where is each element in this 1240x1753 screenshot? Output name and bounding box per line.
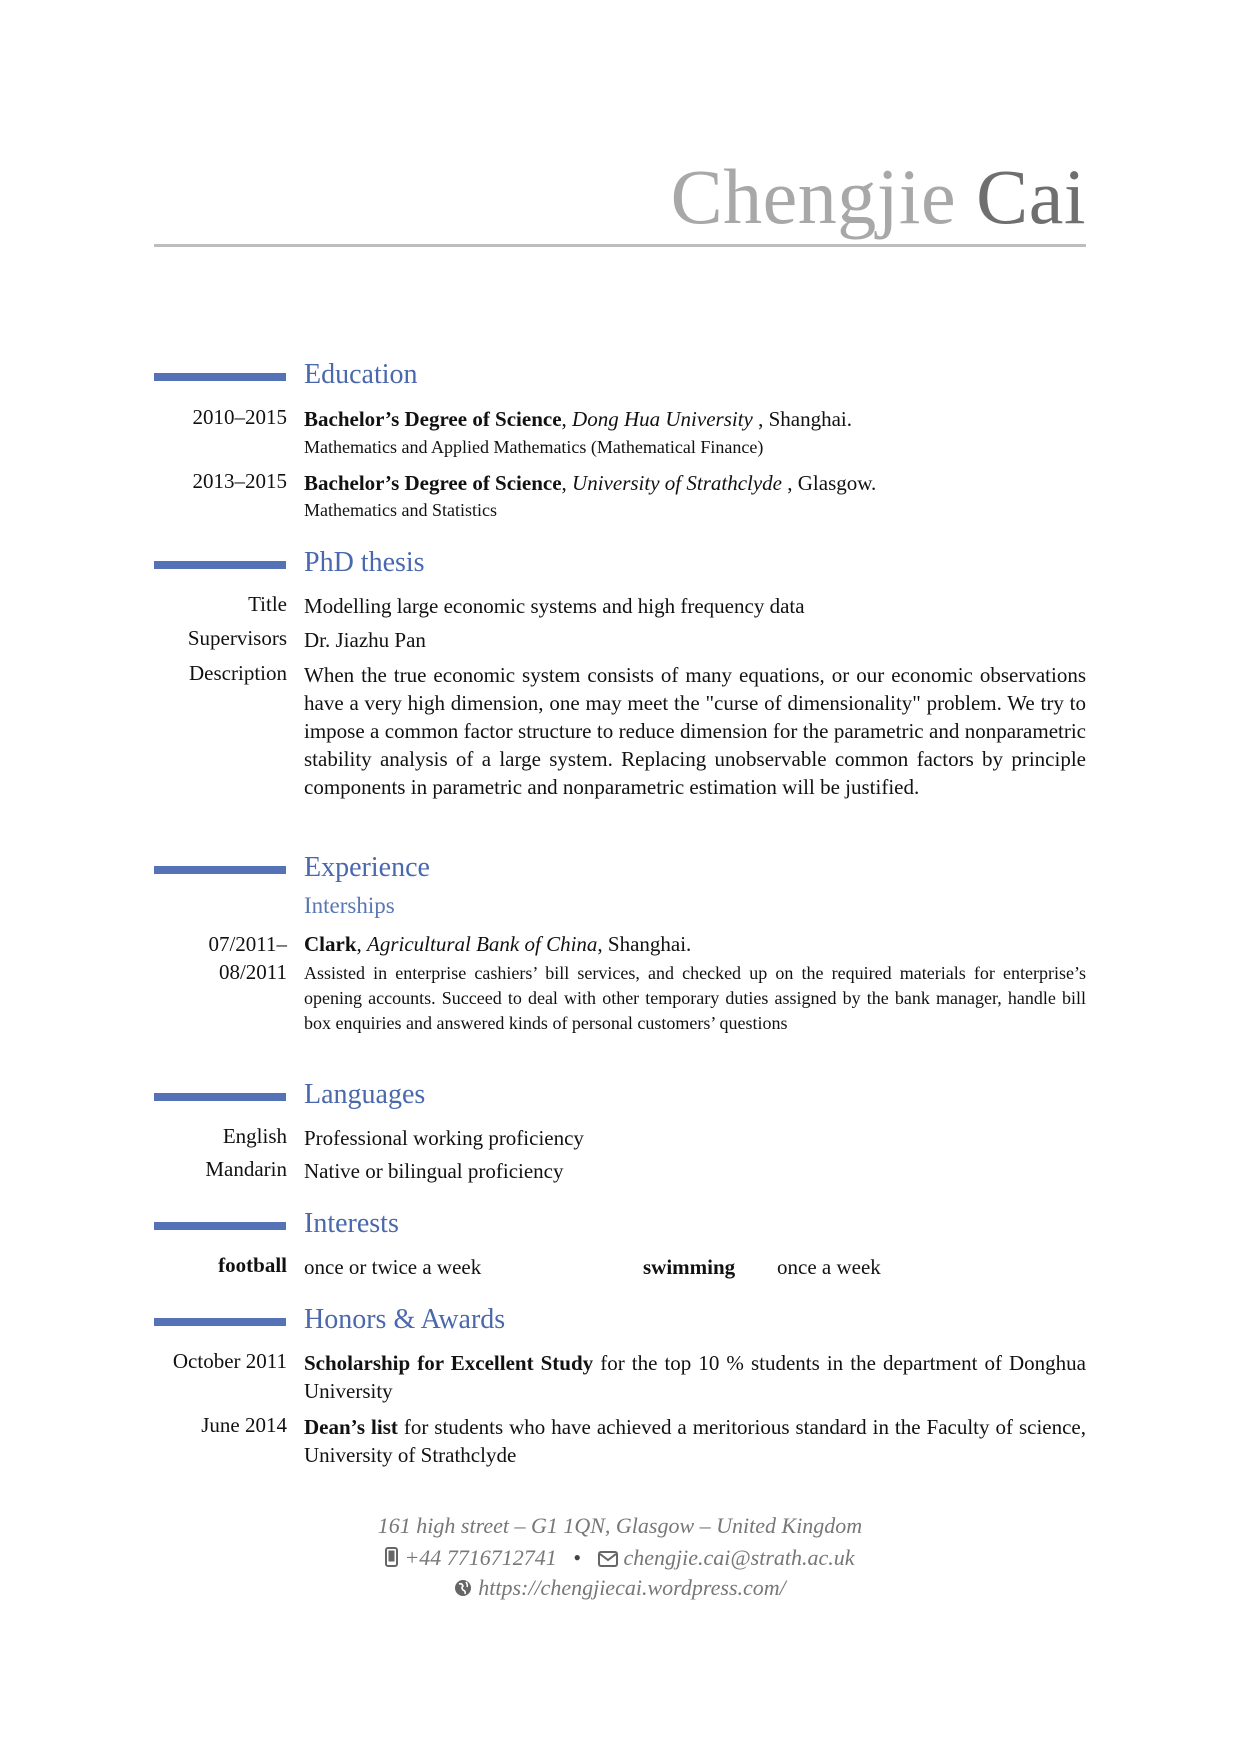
- thesis-description-label: Description: [189, 661, 287, 685]
- education-detail: Mathematics and Applied Mathematics (Mathematical Finance): [304, 437, 764, 457]
- internships-subheading: Interships: [304, 893, 395, 918]
- award-date: June 2014: [201, 1413, 287, 1437]
- website-link[interactable]: https://chengjiecai.wordpress.com/: [478, 1575, 786, 1600]
- experience-description: Assisted in enterprise cashiers’ bill services, and checked up on the required materials for enterprise’s opening accounts. Succeed to deal with other temporary duties assigned by the bank manager, handle bill box enquiries and answered kinds of personal customers’ questions: [304, 963, 1086, 1033]
- languages-heading: Languages: [304, 1079, 426, 1110]
- first-name: Chengjie: [670, 153, 957, 240]
- thesis-description-value: When the true economic system consists of many equations, or our economic observations have a very high dimension, one may meet the "curse of dimensionality" problem. We try to impose a common factor structure to reduce dimension for the parametric and nonparametric stability analysis of a large system. Replacing unobservable common factors by principle components in parametric and nonparametric estimation will be justified.: [304, 663, 1086, 799]
- award-text: for students who have achieved a meritorious standard in the Faculty of science, University of Strathclyde: [304, 1415, 1086, 1467]
- city: , Shanghai.: [752, 407, 853, 431]
- footer-address: 161 high street – G1 1QN, Glasgow – United Kingdom: [377, 1513, 863, 1538]
- name-divider: [154, 244, 1086, 247]
- language-level: Professional working proficiency: [304, 1126, 584, 1150]
- degree: Bachelor’s Degree of Science: [304, 407, 562, 431]
- thesis-title-label: Title: [248, 592, 287, 616]
- company: Agricultural Bank of China: [367, 932, 598, 956]
- education-entry: Bachelor’s Degree of Science, Dong Hua University , Shanghai.: [304, 407, 853, 431]
- experience-rule: [154, 866, 286, 874]
- footer-website: [154, 1575, 1086, 1603]
- mobile-phone-icon: [385, 1547, 398, 1573]
- award-text: for the top 10 % students in the department of Donghua University: [304, 1351, 1087, 1403]
- experience-dates: [208, 930, 287, 986]
- education-detail: Mathematics and Statistics: [304, 500, 497, 520]
- experience-heading: Experience: [304, 852, 430, 883]
- award-name: Dean’s list: [304, 1415, 398, 1439]
- award-entry: [304, 1413, 1086, 1469]
- languages-rule: [154, 1093, 286, 1101]
- interests-heading: Interests: [304, 1208, 399, 1239]
- person-name: [670, 153, 1086, 240]
- role: Clark: [304, 932, 357, 956]
- school: University of Strathclyde: [572, 471, 782, 495]
- globe-icon: [454, 1577, 472, 1603]
- education-dates: 2010–2015: [192, 405, 287, 429]
- education-dates: 2013–2015: [192, 469, 287, 493]
- interests-rule: [154, 1222, 286, 1230]
- language-level: Native or bilingual proficiency: [304, 1159, 564, 1183]
- thesis-rule: [154, 561, 286, 569]
- thesis-supervisors-label: Supervisors: [187, 626, 287, 650]
- honors-rule: [154, 1318, 286, 1326]
- language-name: Mandarin: [205, 1157, 287, 1181]
- degree: Bachelor’s Degree of Science: [304, 471, 562, 495]
- date-end: 08/2011: [218, 960, 287, 984]
- award-date: October 2011: [172, 1349, 287, 1373]
- experience-entry: Clark, Agricultural Bank of China, Shanghai.: [304, 932, 692, 956]
- award-entry: [304, 1349, 1086, 1405]
- phone-number[interactable]: +44 7716712741: [404, 1545, 557, 1570]
- education-entry: Bachelor’s Degree of Science, University of Strathclyde , Glasgow.: [304, 471, 877, 495]
- city: , Shanghai.: [597, 932, 692, 956]
- language-name: English: [222, 1124, 287, 1148]
- last-name: Cai: [976, 153, 1086, 240]
- interest-frequency: once or twice a week: [304, 1255, 482, 1279]
- interest-frequency: once a week: [777, 1255, 881, 1279]
- thesis-title-value: Modelling large economic systems and high frequency data: [304, 594, 805, 618]
- education-rule: [154, 373, 286, 381]
- city: , Glasgow.: [782, 471, 877, 495]
- education-heading: Education: [304, 359, 418, 390]
- email-link[interactable]: chengjie.cai@strath.ac.uk: [623, 1545, 855, 1570]
- envelope-icon: [598, 1547, 618, 1573]
- thesis-heading: PhD thesis: [304, 547, 425, 578]
- date-start: 07/2011–: [208, 932, 287, 956]
- thesis-supervisors-value: Dr. Jiazhu Pan: [304, 628, 426, 652]
- interest-name: swimming: [643, 1255, 736, 1279]
- separator: •: [573, 1545, 582, 1570]
- footer-contact: [154, 1545, 1086, 1573]
- award-name: Scholarship for Excellent Study: [304, 1351, 594, 1375]
- school: Dong Hua University: [572, 407, 753, 431]
- honors-heading: Honors & Awards: [304, 1304, 506, 1335]
- interest-name: football: [218, 1253, 287, 1277]
